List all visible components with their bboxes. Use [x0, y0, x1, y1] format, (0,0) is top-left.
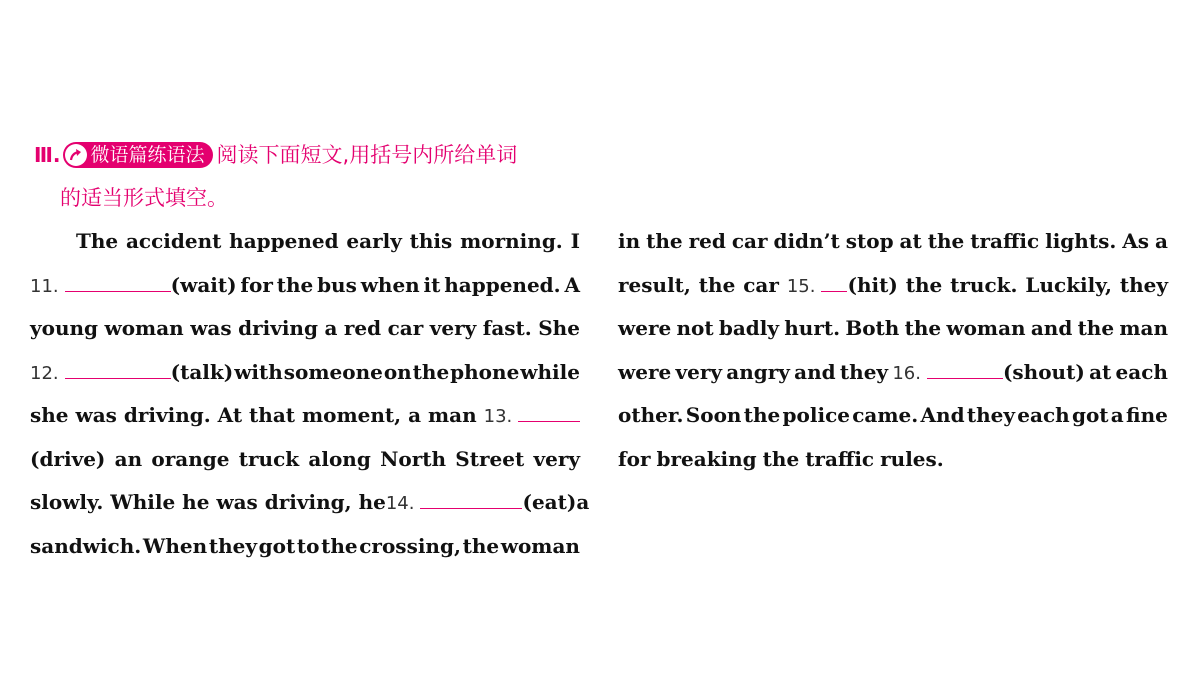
passage-word: for [618, 446, 651, 471]
word-hint: (drive) [30, 446, 106, 471]
passage-word: When [142, 533, 208, 558]
passage-word: hurt. [784, 316, 841, 340]
passage-right-column [618, 222, 1168, 483]
blank-group-11 [30, 266, 237, 306]
passage-word: fine [1126, 403, 1168, 427]
blank-group-12 [30, 353, 233, 393]
passage-word: young [30, 316, 99, 340]
blank-number: 14. [385, 493, 415, 514]
passage-word: stop [845, 229, 894, 253]
header-line-1 [34, 140, 517, 170]
passage-word: sandwich. [30, 533, 142, 558]
passage-word: Soon [685, 403, 742, 427]
passage-word: the [904, 316, 942, 340]
passage-word: the [905, 272, 943, 297]
arrow-icon [65, 144, 87, 166]
passage-word: while [520, 359, 580, 384]
passage-word: a [1110, 403, 1124, 427]
instruction-line-2: 的适当形式填空。 [60, 186, 228, 210]
passage-word: at [899, 229, 922, 253]
passage-word: the [927, 229, 965, 253]
passage-word: very [533, 446, 580, 471]
passage-word: Street [455, 446, 525, 471]
passage-word: not [676, 316, 714, 340]
passage-word: traffic [970, 229, 1040, 253]
answer-blank-11[interactable] [65, 267, 171, 292]
word-hint: (shout) [1002, 359, 1085, 384]
blank-number: 12. [30, 362, 59, 384]
passage-word: they [839, 359, 889, 384]
blank-number: 13. [483, 406, 513, 427]
exercise-header [34, 140, 517, 213]
passage-word: traffic [805, 446, 875, 471]
passage-word: each [1017, 403, 1070, 427]
passage-line [30, 396, 580, 440]
answer-blank-14[interactable] [420, 484, 522, 509]
instruction-line-1: 阅读下面短文,用括号内所给单词 [216, 143, 518, 167]
passage-word: at [1089, 359, 1112, 384]
passage-word: came. [852, 403, 919, 427]
passage-word: lights. [1045, 229, 1117, 253]
passage-line [30, 527, 580, 571]
word-hint: (talk) [170, 359, 234, 384]
passage-word: result, [618, 272, 691, 297]
passage-word: the [743, 403, 781, 427]
passage-word: a [324, 316, 338, 340]
passage-line [30, 266, 580, 310]
passage-line [618, 222, 1168, 266]
blank-group-16 [892, 353, 1085, 393]
passage-line [618, 440, 1168, 484]
passage-word: were [618, 359, 672, 384]
passage-word: fast. [482, 316, 532, 340]
passage-word: for [240, 272, 273, 297]
word-hint: (eat) [522, 490, 577, 514]
passage-word: the [1077, 316, 1115, 340]
passage-word: along [308, 446, 371, 471]
passage-word: badly [718, 316, 779, 340]
passage-line [618, 396, 1168, 440]
passage-word: Both [845, 316, 900, 340]
passage-line [30, 309, 580, 353]
blank-group-14 [386, 483, 577, 523]
passage-word: woman [946, 316, 1026, 340]
passage-line [30, 483, 590, 527]
passage-word: on [383, 359, 412, 384]
passage-word: the [646, 229, 683, 253]
passage-line [30, 222, 580, 266]
passage-word: happened [229, 229, 339, 253]
passage-word: She [538, 316, 580, 340]
passage-word: someone [283, 359, 383, 384]
passage-word: woman [500, 533, 580, 558]
passage-word: got [1071, 403, 1109, 427]
blank-number: 16. [892, 362, 921, 384]
passage-word: a [576, 490, 590, 514]
passage-word: with [234, 359, 283, 384]
passage-word: angry [726, 359, 790, 384]
passage-word: police [782, 403, 850, 427]
passage-word: truck [238, 446, 300, 471]
passage-word: breaking [656, 446, 757, 471]
passage-word: car [387, 316, 424, 340]
passage-word: early [346, 229, 402, 253]
passage-text: slowly. While he was driving, he [30, 490, 386, 514]
passage-line [618, 353, 1168, 397]
passage-word: morning. [460, 229, 563, 253]
passage-left-column [30, 222, 590, 570]
passage-line [30, 440, 580, 484]
passage-word: it [423, 272, 441, 297]
passage-word: when [360, 272, 420, 297]
passage-word: didn’t [773, 229, 840, 253]
passage-word: an [114, 446, 143, 471]
passage-word: other. [618, 403, 684, 427]
passage-word: the [276, 272, 314, 297]
passage-word: was [190, 316, 232, 340]
passage-word: and [794, 359, 836, 384]
passage-word: were [618, 316, 672, 340]
passage-word: in [618, 229, 641, 253]
passage-word: they [1119, 272, 1168, 297]
passage-word: they [208, 533, 257, 558]
passage-word: the [412, 359, 450, 384]
passage-line [30, 353, 580, 397]
passage-word: car [731, 229, 768, 253]
passage-word: phone [450, 359, 520, 384]
passage-word: the [462, 533, 500, 558]
passage-word: to [296, 533, 320, 558]
passage-word: they [966, 403, 1015, 427]
passage-word: car [743, 272, 779, 297]
passage-word: got [258, 533, 296, 558]
passage-word: driving [238, 316, 318, 340]
passage-word: I [570, 229, 580, 253]
passage-text: she was driving. At that moment, a man 13. [30, 403, 513, 427]
blank-number: 11. [30, 275, 59, 297]
passage-word: rules. [880, 446, 944, 471]
passage-word: A [564, 272, 580, 297]
passage-word: woman [104, 316, 184, 340]
section-badge [63, 142, 213, 168]
passage-word: the [762, 446, 800, 471]
section-number: Ⅲ. [34, 143, 61, 167]
passage-line [618, 266, 1168, 310]
passage-word: accident [125, 229, 222, 253]
passage-word: truck. [950, 272, 1018, 297]
passage-word: bus [317, 272, 357, 297]
passage-word: the [321, 533, 358, 558]
passage-word: crossing, [359, 533, 461, 558]
passage-word: North [380, 446, 447, 471]
word-hint: (hit) [847, 272, 898, 297]
blank-number: 15. [786, 275, 816, 297]
passage-word: very [675, 359, 722, 384]
header-line-2 [60, 183, 517, 213]
passage-word: The [76, 229, 119, 253]
passage-word: orange [151, 446, 230, 471]
blank-group-15 [787, 266, 898, 306]
passage-word: man [1119, 316, 1168, 340]
passage-word: As [1122, 229, 1150, 253]
passage-word: red [343, 316, 382, 340]
answer-blank-16[interactable] [927, 354, 1003, 379]
passage-word: happened. [444, 272, 561, 297]
passage-word: the [698, 272, 736, 297]
answer-blank-13[interactable] [518, 397, 580, 422]
answer-blank-15[interactable] [821, 267, 847, 292]
passage-word: very [429, 316, 477, 340]
word-hint: (wait) [170, 272, 237, 297]
passage-word: and [1030, 316, 1073, 340]
passage-line [618, 309, 1168, 353]
answer-blank-12[interactable] [65, 354, 171, 379]
passage-word: And [920, 403, 965, 427]
passage-word: each [1115, 359, 1168, 384]
passage-word: Luckily, [1025, 272, 1112, 297]
passage-word: red [688, 229, 726, 253]
passage-word: a [1155, 229, 1168, 253]
badge-label: 微语篇练语法 [90, 144, 205, 166]
passage-word: this [409, 229, 453, 253]
